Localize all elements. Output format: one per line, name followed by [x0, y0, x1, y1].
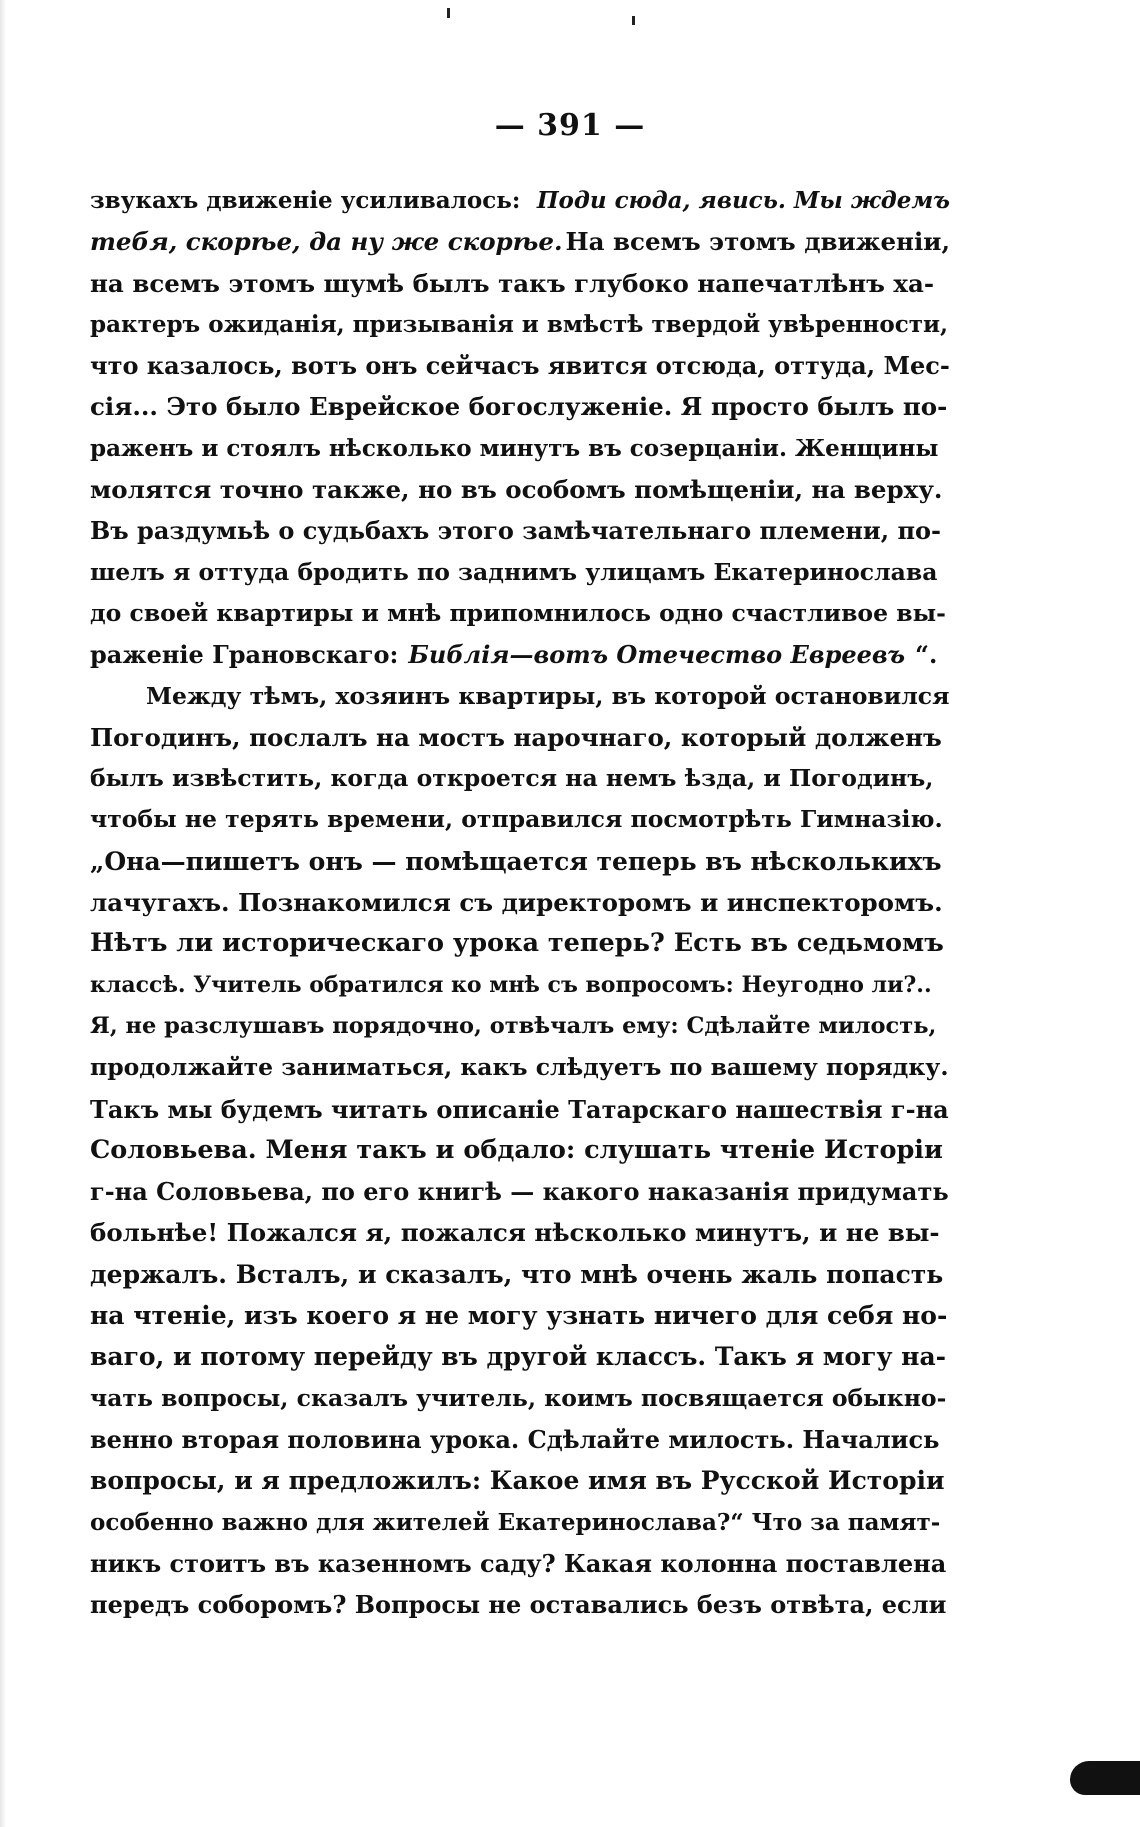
text-segment: продолжайте заниматься, какъ слѣдуетъ по вашему порядку. — [90, 1053, 949, 1082]
text-line — [90, 1130, 950, 1171]
top-margin-mark — [447, 8, 450, 18]
text-line — [90, 552, 950, 593]
text-line — [90, 1295, 950, 1336]
text-line — [90, 510, 950, 551]
text-line — [90, 221, 950, 262]
text-segment: ваго, и потому перейду въ другой классъ. Такъ я могу на- — [90, 1342, 947, 1372]
text-segment: держалъ. Всталъ, и сказалъ, что мнѣ очень жаль попасть — [90, 1259, 944, 1289]
text-line — [90, 469, 950, 510]
text-line — [90, 634, 950, 675]
text-line — [90, 758, 950, 799]
text-line — [90, 1460, 950, 1501]
text-segment: до своей квартиры и мнѣ припомнилось одно счастливое вы- — [90, 598, 946, 627]
text-line — [90, 263, 950, 304]
text-segment: Соловьева. Меня такъ и обдало: слушать чтеніе Исторіи — [90, 1134, 943, 1165]
text-line — [90, 1089, 950, 1130]
text-segment: венно вторая половина урока. Сдѣлайте милость. Начались — [90, 1424, 940, 1454]
text-segment: чать вопросы, сказалъ учитель, коимъ посвящается обыкно- — [90, 1383, 947, 1412]
text-line — [90, 428, 950, 469]
text-line — [90, 965, 950, 1006]
text-segment: Въ раздумьѣ о судьбахъ этого замѣчательнаго племени, по- — [90, 516, 941, 546]
text-segment: „Она—пишетъ онъ — помѣщается теперь въ нѣсколькихъ — [90, 846, 942, 876]
text-segment: особенно важно для жителей Екатеринослава?“ Что за памят- — [90, 1508, 941, 1536]
text-segment: что казалось, вотъ онъ сейчасъ явится отсюда, оттуда, Мес- — [90, 351, 950, 381]
text-segment: классѣ. Учитель обратился ко мнѣ съ вопросомъ: Неугодно ли?.. — [90, 971, 932, 998]
top-margin-mark — [632, 16, 635, 25]
text-segment: молятся точно также, но въ особомъ помѣщеніи, на верху. — [90, 475, 943, 505]
text-line — [90, 386, 950, 427]
text-segment: лачугахъ. Познакомился съ директоромъ и инспекторомъ. — [90, 888, 943, 918]
text-segment: Такъ мы будемъ читать описаніе Татарскаго нашествія г-на — [90, 1094, 949, 1124]
text-segment: никъ стоитъ въ казенномъ саду? Какая колонна поставлена — [90, 1548, 947, 1578]
text-segment: Между тѣмъ, хозяинъ квартиры, въ которой остановился — [146, 681, 950, 710]
text-line — [90, 717, 950, 758]
text-line — [90, 1254, 950, 1295]
text-line — [90, 1212, 950, 1253]
text-line — [90, 799, 950, 840]
text-segment: былъ извѣстить, когда откроется на немъ ѣзда, и Погодинъ, — [90, 764, 934, 793]
text-line — [90, 1378, 950, 1419]
text-segment: на чтеніе, изъ коего я не могу узнать ничего для себя но- — [90, 1301, 948, 1331]
text-segment: шелъ я оттуда бродить по заднимъ улицамъ Екатеринослава — [90, 557, 938, 586]
text-line — [90, 1502, 950, 1543]
page-number: — 391 — — [494, 108, 646, 143]
italic-text: тебя, скорѣе, да ну же скорѣе. — [90, 227, 563, 257]
text-segment: “. — [915, 640, 938, 670]
text-line — [90, 1047, 950, 1088]
text-line — [90, 923, 950, 964]
text-segment: раженіе Грановскаго: — [90, 640, 399, 670]
text-segment: Погодинъ, послалъ на мостъ нарочнаго, который долженъ — [90, 722, 942, 752]
text-segment: Нѣтъ ли историческаго урока теперь? Есть въ седьмомъ — [90, 928, 944, 959]
text-segment: Я, не разслушавъ порядочно, отвѣчалъ ему: Сдѣлайте милость, — [90, 1012, 937, 1039]
text-segment: звукахъ движеніе усиливалось: — [90, 187, 521, 214]
text-segment: больнѣе! Пожался я, пожался нѣсколько минутъ, и не вы- — [90, 1218, 940, 1248]
text-line — [90, 841, 950, 882]
body-text — [90, 180, 950, 1625]
text-segment: чтобы не терять времени, отправился посмотрѣть Гимназію. — [90, 805, 943, 834]
text-line — [90, 180, 950, 221]
text-segment: сія... Это было Еврейское богослуженіе. Я просто былъ по- — [90, 392, 948, 422]
text-line — [90, 593, 950, 634]
text-line — [90, 1543, 950, 1584]
page-edge-shadow — [0, 0, 6, 1827]
text-segment: на всемъ этомъ шумѣ былъ такъ глубоко напечатлѣнъ ха- — [90, 268, 935, 298]
text-line — [90, 882, 950, 923]
ink-smudge — [1070, 1761, 1140, 1795]
text-segment: раженъ и стоялъ нѣсколько минутъ въ созерцаніи. Женщины — [90, 434, 939, 462]
text-line — [90, 1171, 950, 1212]
text-segment: рактеръ ожиданія, призыванія и вмѣстѣ твердой увѣренности, — [90, 310, 949, 338]
text-line — [90, 304, 950, 345]
text-segment: вопросы, и я предложилъ: Какое имя въ Русской Исторіи — [90, 1466, 945, 1496]
text-line — [90, 676, 950, 717]
text-segment: передъ соборомъ? Вопросы не оставались безъ отвѣта, если — [90, 1590, 947, 1620]
text-line — [90, 1006, 950, 1047]
text-segment: На всемъ этомъ движеніи, — [565, 227, 950, 257]
text-segment: г-на Соловьева, по его книгѣ — какого наказанія придумать — [90, 1177, 949, 1207]
text-line — [90, 1419, 950, 1460]
text-line — [90, 345, 950, 386]
italic-text: Поди сюда, явись. Мы ждемъ — [536, 187, 950, 214]
text-line — [90, 1336, 950, 1377]
text-line — [90, 1584, 950, 1625]
italic-text: Библія—вотъ Отечество Евреевъ — [408, 640, 906, 670]
